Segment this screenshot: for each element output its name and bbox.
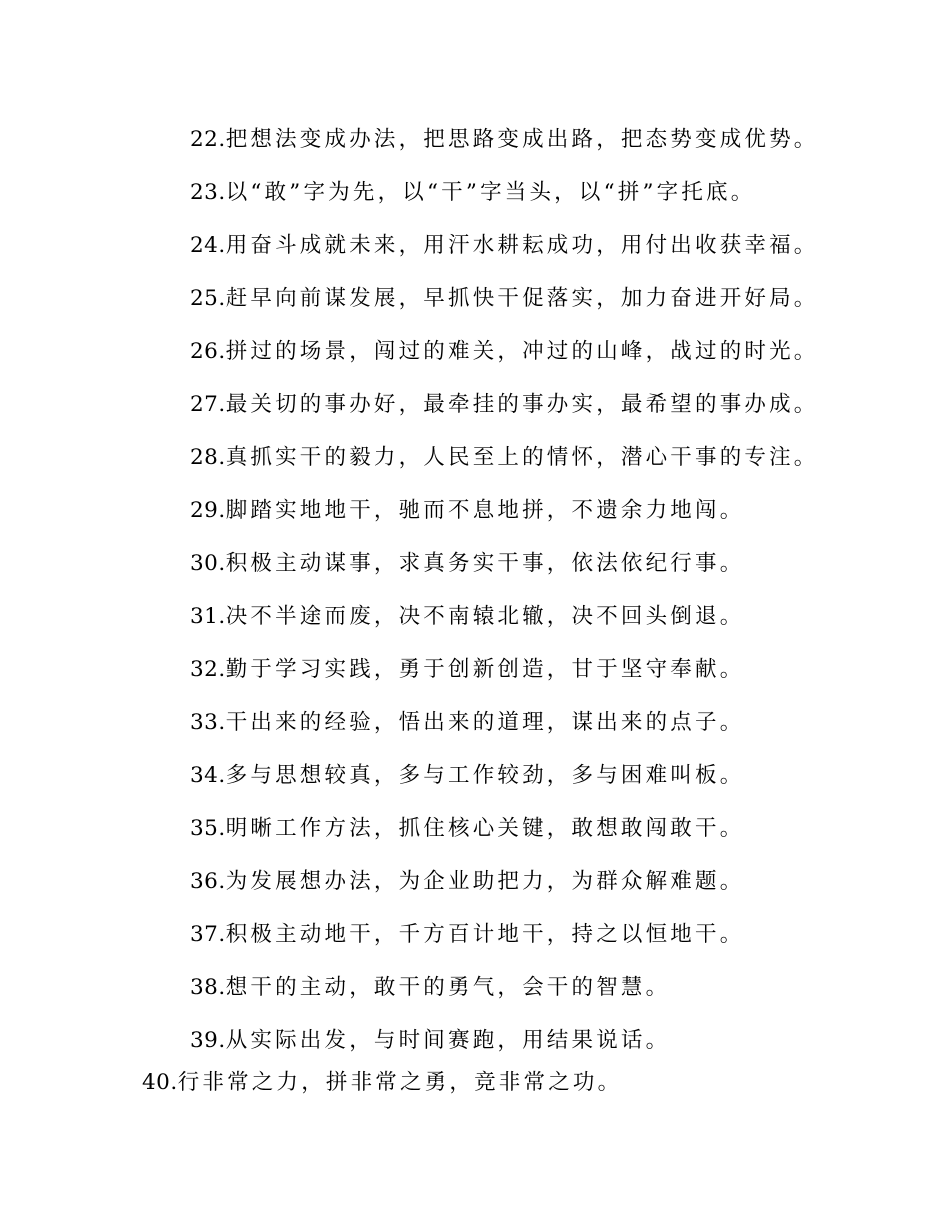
item-text: 从实际出发，与时间赛跑，用结果说话。 [225, 1028, 671, 1053]
item-text: 赶早向前谋发展，早抓快干促落实，加力奋进开好局。 [225, 286, 819, 311]
item-text: 积极主动地干，千方百计地干，持之以恒地干。 [225, 922, 745, 947]
list-item [190, 285, 819, 313]
item-text: 行非常之力，拼非常之勇，竞非常之功。 [177, 1070, 623, 1095]
item-number: 38. [190, 975, 226, 1000]
list-item [190, 179, 755, 207]
list-item [190, 868, 744, 896]
list-item [190, 391, 819, 419]
list-item [142, 1069, 622, 1097]
list-item [190, 656, 744, 684]
item-text: 决不半途而废，决不南辕北辙，决不回头倒退。 [225, 604, 745, 629]
item-text: 明晰工作方法，抓住核心关键，敢想敢闯敢干。 [225, 816, 745, 841]
list-item [190, 550, 744, 578]
item-number: 28. [190, 445, 226, 470]
item-number: 22. [190, 127, 226, 152]
list-item [190, 762, 744, 790]
item-number: 24. [190, 233, 226, 258]
list-item [190, 974, 670, 1002]
item-number: 26. [190, 339, 226, 364]
item-number: 37. [190, 922, 226, 947]
item-text: 积极主动谋事，求真务实干事，依法依纪行事。 [225, 551, 745, 576]
item-text: 为发展想办法，为企业助把力，为群众解难题。 [225, 869, 745, 894]
list-item [190, 603, 744, 631]
item-text: 想干的主动，敢干的勇气，会干的智慧。 [225, 975, 671, 1000]
item-number: 30. [190, 551, 226, 576]
item-number: 34. [190, 763, 226, 788]
list-item [190, 126, 819, 154]
list-item [190, 444, 819, 472]
item-text: 把想法变成办法，把思路变成出路，把态势变成优势。 [225, 127, 819, 152]
item-number: 29. [190, 498, 226, 523]
item-text: 拼过的场景，闯过的难关，冲过的山峰，战过的时光。 [225, 339, 819, 364]
list-item [190, 815, 744, 843]
item-number: 39. [190, 1028, 226, 1053]
item-number: 32. [190, 657, 226, 682]
list-item [190, 338, 819, 366]
list-item [190, 921, 744, 949]
item-text: 脚踏实地地干，驰而不息地拼，不遗余力地闯。 [225, 498, 745, 523]
list-item [190, 497, 744, 525]
item-text: 干出来的经验，悟出来的道理，谋出来的点子。 [225, 710, 745, 735]
item-text: 用奋斗成就未来，用汗水耕耘成功，用付出收获幸福。 [225, 233, 819, 258]
list-item [190, 232, 819, 260]
item-number: 33. [190, 710, 226, 735]
item-number: 31. [190, 604, 226, 629]
item-text: 以“敢”字为先，以“干”字当头，以“拼”字托底。 [225, 180, 756, 205]
item-text: 最关切的事办好，最牵挂的事办实，最希望的事办成。 [225, 392, 819, 417]
list-item [190, 1027, 670, 1055]
item-number: 40. [142, 1070, 178, 1095]
item-number: 23. [190, 180, 226, 205]
item-number: 35. [190, 816, 226, 841]
list-item [190, 709, 744, 737]
item-number: 36. [190, 869, 226, 894]
item-number: 25. [190, 286, 226, 311]
item-number: 27. [190, 392, 226, 417]
item-text: 勤于学习实践，勇于创新创造，甘于坚守奉献。 [225, 657, 745, 682]
item-text: 多与思想较真，多与工作较劲，多与困难叫板。 [225, 763, 745, 788]
item-text: 真抓实干的毅力，人民至上的情怀，潜心干事的专注。 [225, 445, 819, 470]
